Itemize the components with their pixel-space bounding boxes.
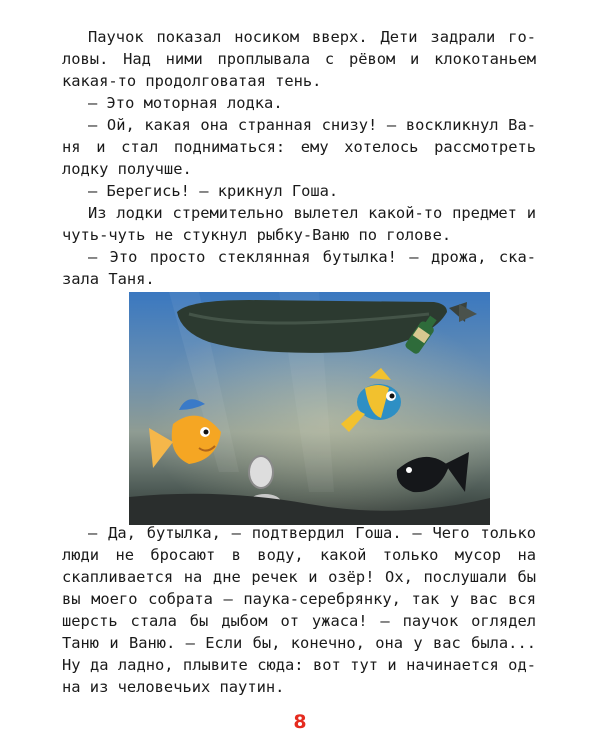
underwater-illustration	[129, 292, 490, 525]
paragraph: – Да, бутылка, – подтвердил Гоша. – Чего только люди не бросают в воду, какой только мусор на скапливается на дне речек и озёр! Ох, послушали бы вы моего собрата – паука-серебрянку, так у вас вся шерсть стала бы дыбом от ужаса! – паучок оглядел Таню и Ваню. – Если бы, конечно, она у вас была... Ну да ладно, плывите сюда: вот тут и начинается одна из человечьих паутин.	[62, 524, 536, 696]
paragraph: Из лодки стремительно вылетел какой-то предмет и чуть-чуть не стукнул рыбку-Ваню по голове.	[62, 204, 536, 244]
paragraph: – Берегись! – крикнул Гоша.	[88, 182, 339, 200]
bottom-text-block	[62, 522, 536, 698]
top-text-block	[62, 26, 536, 290]
paragraph: – Это просто стеклянная бутылка! – дрожа, сказала Таня.	[62, 248, 536, 288]
page-number: 8	[293, 711, 307, 733]
paragraph: – Это моторная лодка.	[88, 94, 283, 112]
paragraph: Паучок показал носиком вверх. Дети задрали головы. Над ними проплывала с рёвом и клокотаньем какая-то продолговатая тень.	[62, 28, 536, 90]
paragraph: – Ой, какая она странная снизу! – воскликнул Ваня и стал подниматься: ему хотелось рассмотреть лодку получше.	[62, 116, 536, 178]
